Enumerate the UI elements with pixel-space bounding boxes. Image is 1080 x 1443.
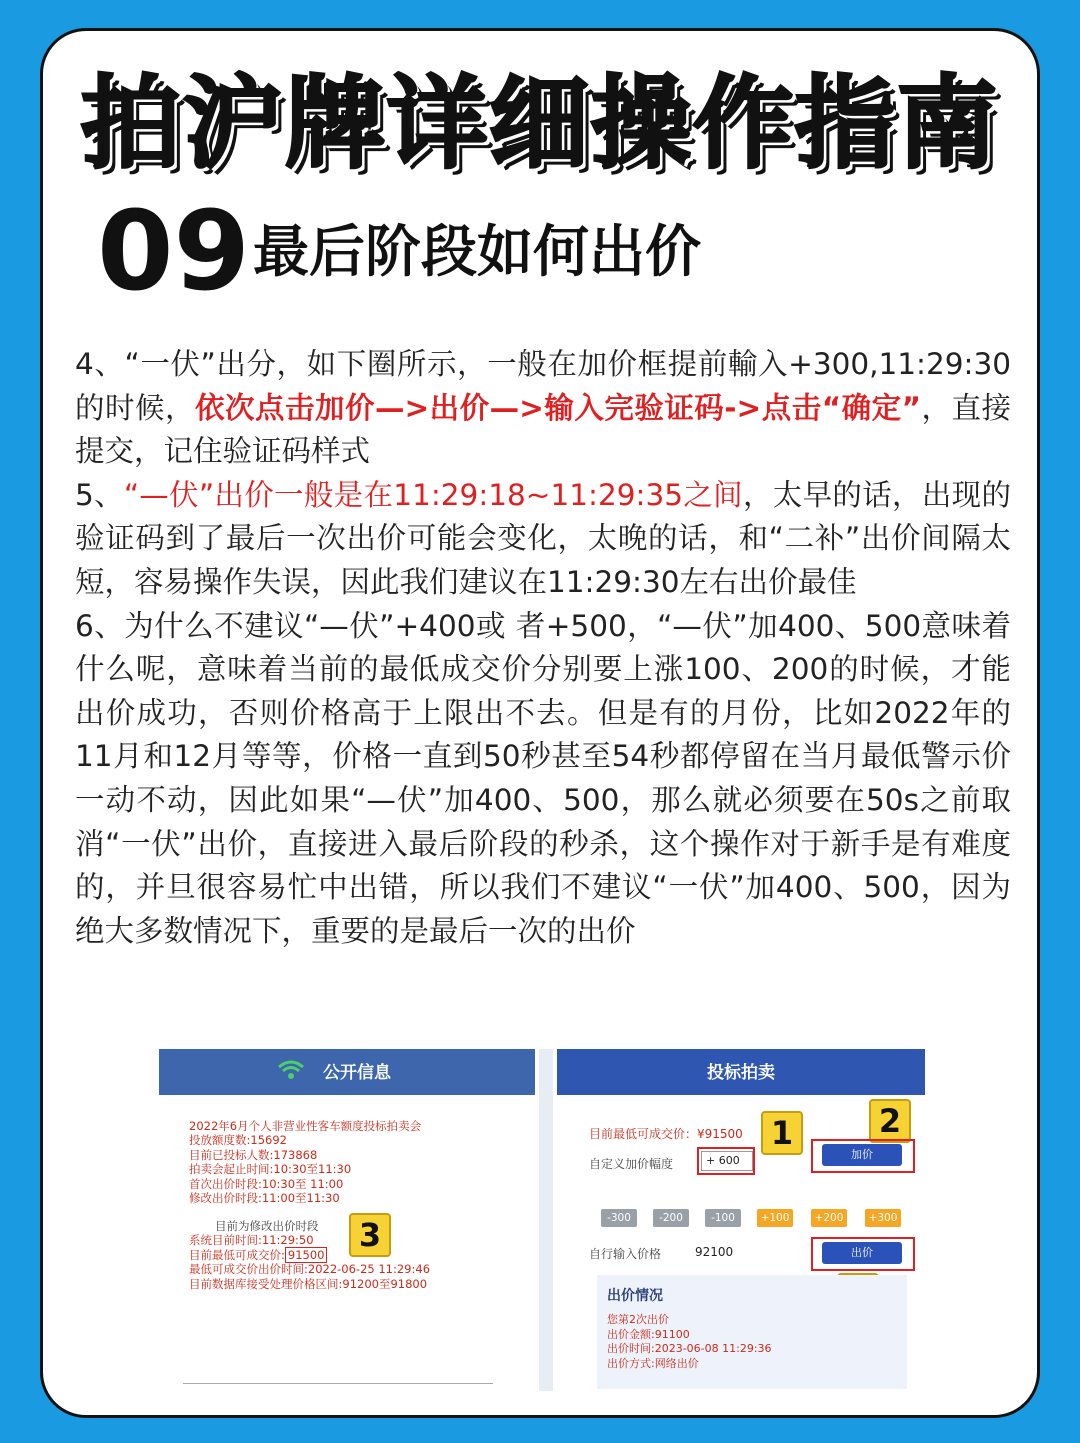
p5-prefix: 5、: [75, 477, 124, 512]
result-line: 出价金额:91100: [607, 1327, 690, 1341]
result-line: 出价时间:2023-06-08 11:29:36: [607, 1342, 772, 1355]
guide-card: [40, 28, 1040, 1418]
step-minus-200[interactable]: -200: [653, 1209, 689, 1227]
public-info-header: [159, 1049, 535, 1095]
bidding-header: [557, 1049, 925, 1095]
info-line: 投放额度数:15692: [189, 1133, 287, 1148]
manual-price-label: 自行输入价格: [589, 1247, 662, 1261]
bidding-screenshot: [159, 1049, 925, 1391]
public-info-panel: [159, 1049, 535, 1391]
p4-text: 4、“一伏”出分，如下圈所示，一般在加价框提前輸入+300,11:29:30的时候，: [75, 347, 1011, 425]
custom-increment-input[interactable]: + 600: [701, 1151, 753, 1171]
p4-tail: ，直接提交，记住验证码样式: [75, 390, 1011, 469]
add-price-button[interactable]: 加价: [822, 1144, 902, 1166]
bidding-title: 投标拍卖: [707, 1063, 775, 1083]
bid-result-lines: [607, 1313, 772, 1371]
manual-price-input[interactable]: 92100: [695, 1245, 734, 1259]
p5-highlight: “—伏”出价一般是在11:29:18~11:29:35之间: [123, 477, 743, 512]
badge-2: 2: [869, 1099, 911, 1143]
info-line: 修改出价时段:11:00至11:30: [189, 1191, 340, 1206]
divider-line: [183, 1383, 493, 1384]
lowest-price-row: [189, 1248, 430, 1262]
p4-highlight: 依次点击加价—>出价—>输入完验证码->点击“确定”: [194, 390, 921, 425]
public-info-title: 公开信息: [323, 1063, 391, 1083]
paragraph-4: [75, 343, 1011, 474]
step-plus-300[interactable]: +300: [865, 1209, 901, 1227]
step-plus-200[interactable]: +200: [811, 1209, 847, 1227]
stage-text: 目前为修改出价时段: [215, 1219, 319, 1233]
panel-divider: [539, 1049, 553, 1391]
accept-range: 目前数据库接受处理价格区间:91200至91800: [189, 1276, 428, 1291]
section-number: 09: [97, 187, 251, 315]
p5-text: ，太早的话，出现的验证码到了最后一次出价可能会变化，太晚的话，和“二补”出价间隔太短，容易操作失误，因此我们建议在11:29:30左右出价最佳: [75, 477, 1011, 599]
guide-body: [75, 343, 1011, 953]
lowest-price-value: 91500: [285, 1247, 328, 1263]
info-line: 2022年6月个人非营业性客车额度投标拍卖会: [189, 1119, 422, 1133]
info-line: 拍卖会起止时间:10:30至11:30: [189, 1162, 352, 1177]
lowest-price-time: 最低可成交价出价时间:2022-06-25 11:29:46: [189, 1262, 431, 1277]
badge-1: 1: [761, 1111, 803, 1155]
submit-bid-button[interactable]: 出价: [822, 1242, 902, 1264]
system-time: 系统目前时间:11:29:50: [189, 1233, 314, 1248]
input-highlight-frame: [697, 1147, 755, 1175]
badge-3: 3: [349, 1213, 391, 1257]
custom-increment-label: 自定义加价幅度: [589, 1157, 674, 1171]
result-line: 出价方式:网络出价: [607, 1356, 699, 1370]
step-minus-100[interactable]: -100: [705, 1209, 741, 1227]
bid-result-title: 出价情况: [607, 1288, 663, 1304]
current-status: [189, 1219, 430, 1291]
page-title: 拍沪牌详细操作指南: [81, 65, 999, 182]
result-line: 您第2次出价: [607, 1313, 669, 1326]
auction-info: [189, 1119, 421, 1205]
step-plus-100[interactable]: +100: [757, 1209, 793, 1227]
current-lowest-price: 目前最低可成交价：¥91500: [589, 1127, 743, 1141]
bidding-panel: [557, 1049, 925, 1391]
step-minus-300[interactable]: -300: [601, 1209, 637, 1227]
info-line: 目前已投标人数:173868: [189, 1147, 318, 1162]
paragraph-5: [75, 474, 1011, 605]
wifi-icon: [277, 1059, 305, 1085]
info-line: 首次出价时段:10:30至 11:00: [189, 1176, 344, 1191]
paragraph-6: 6、为什么不建议“—伏”+400或 者+500，“—伏”加400、500意味着什么呢，意味着当前的最低成交价分别要上涨100、200的时候，才能出价成功，否则价格高于上限出不去。但是有的月份，比如2022年的11月和12月等等，价格一直到50秒甚至54秒都停留在当月最低警示价一动不动，因此如果“—伏”加400、500，那么就必须要在50s之前取消“一伏”出价，直接进入最后阶段的秒杀，这个操作对于新手是有难度的，并旦很容易忙中出错，所以我们不建议“一伏”加400、500，因为绝大多数情况下，重要的是最后一次的出价: [75, 608, 1011, 948]
bid-result-box: [597, 1275, 907, 1389]
lowest-price-label: 目前最低可成交价:: [189, 1247, 285, 1262]
section-subtitle: 最后阶段如何出价: [253, 220, 701, 285]
